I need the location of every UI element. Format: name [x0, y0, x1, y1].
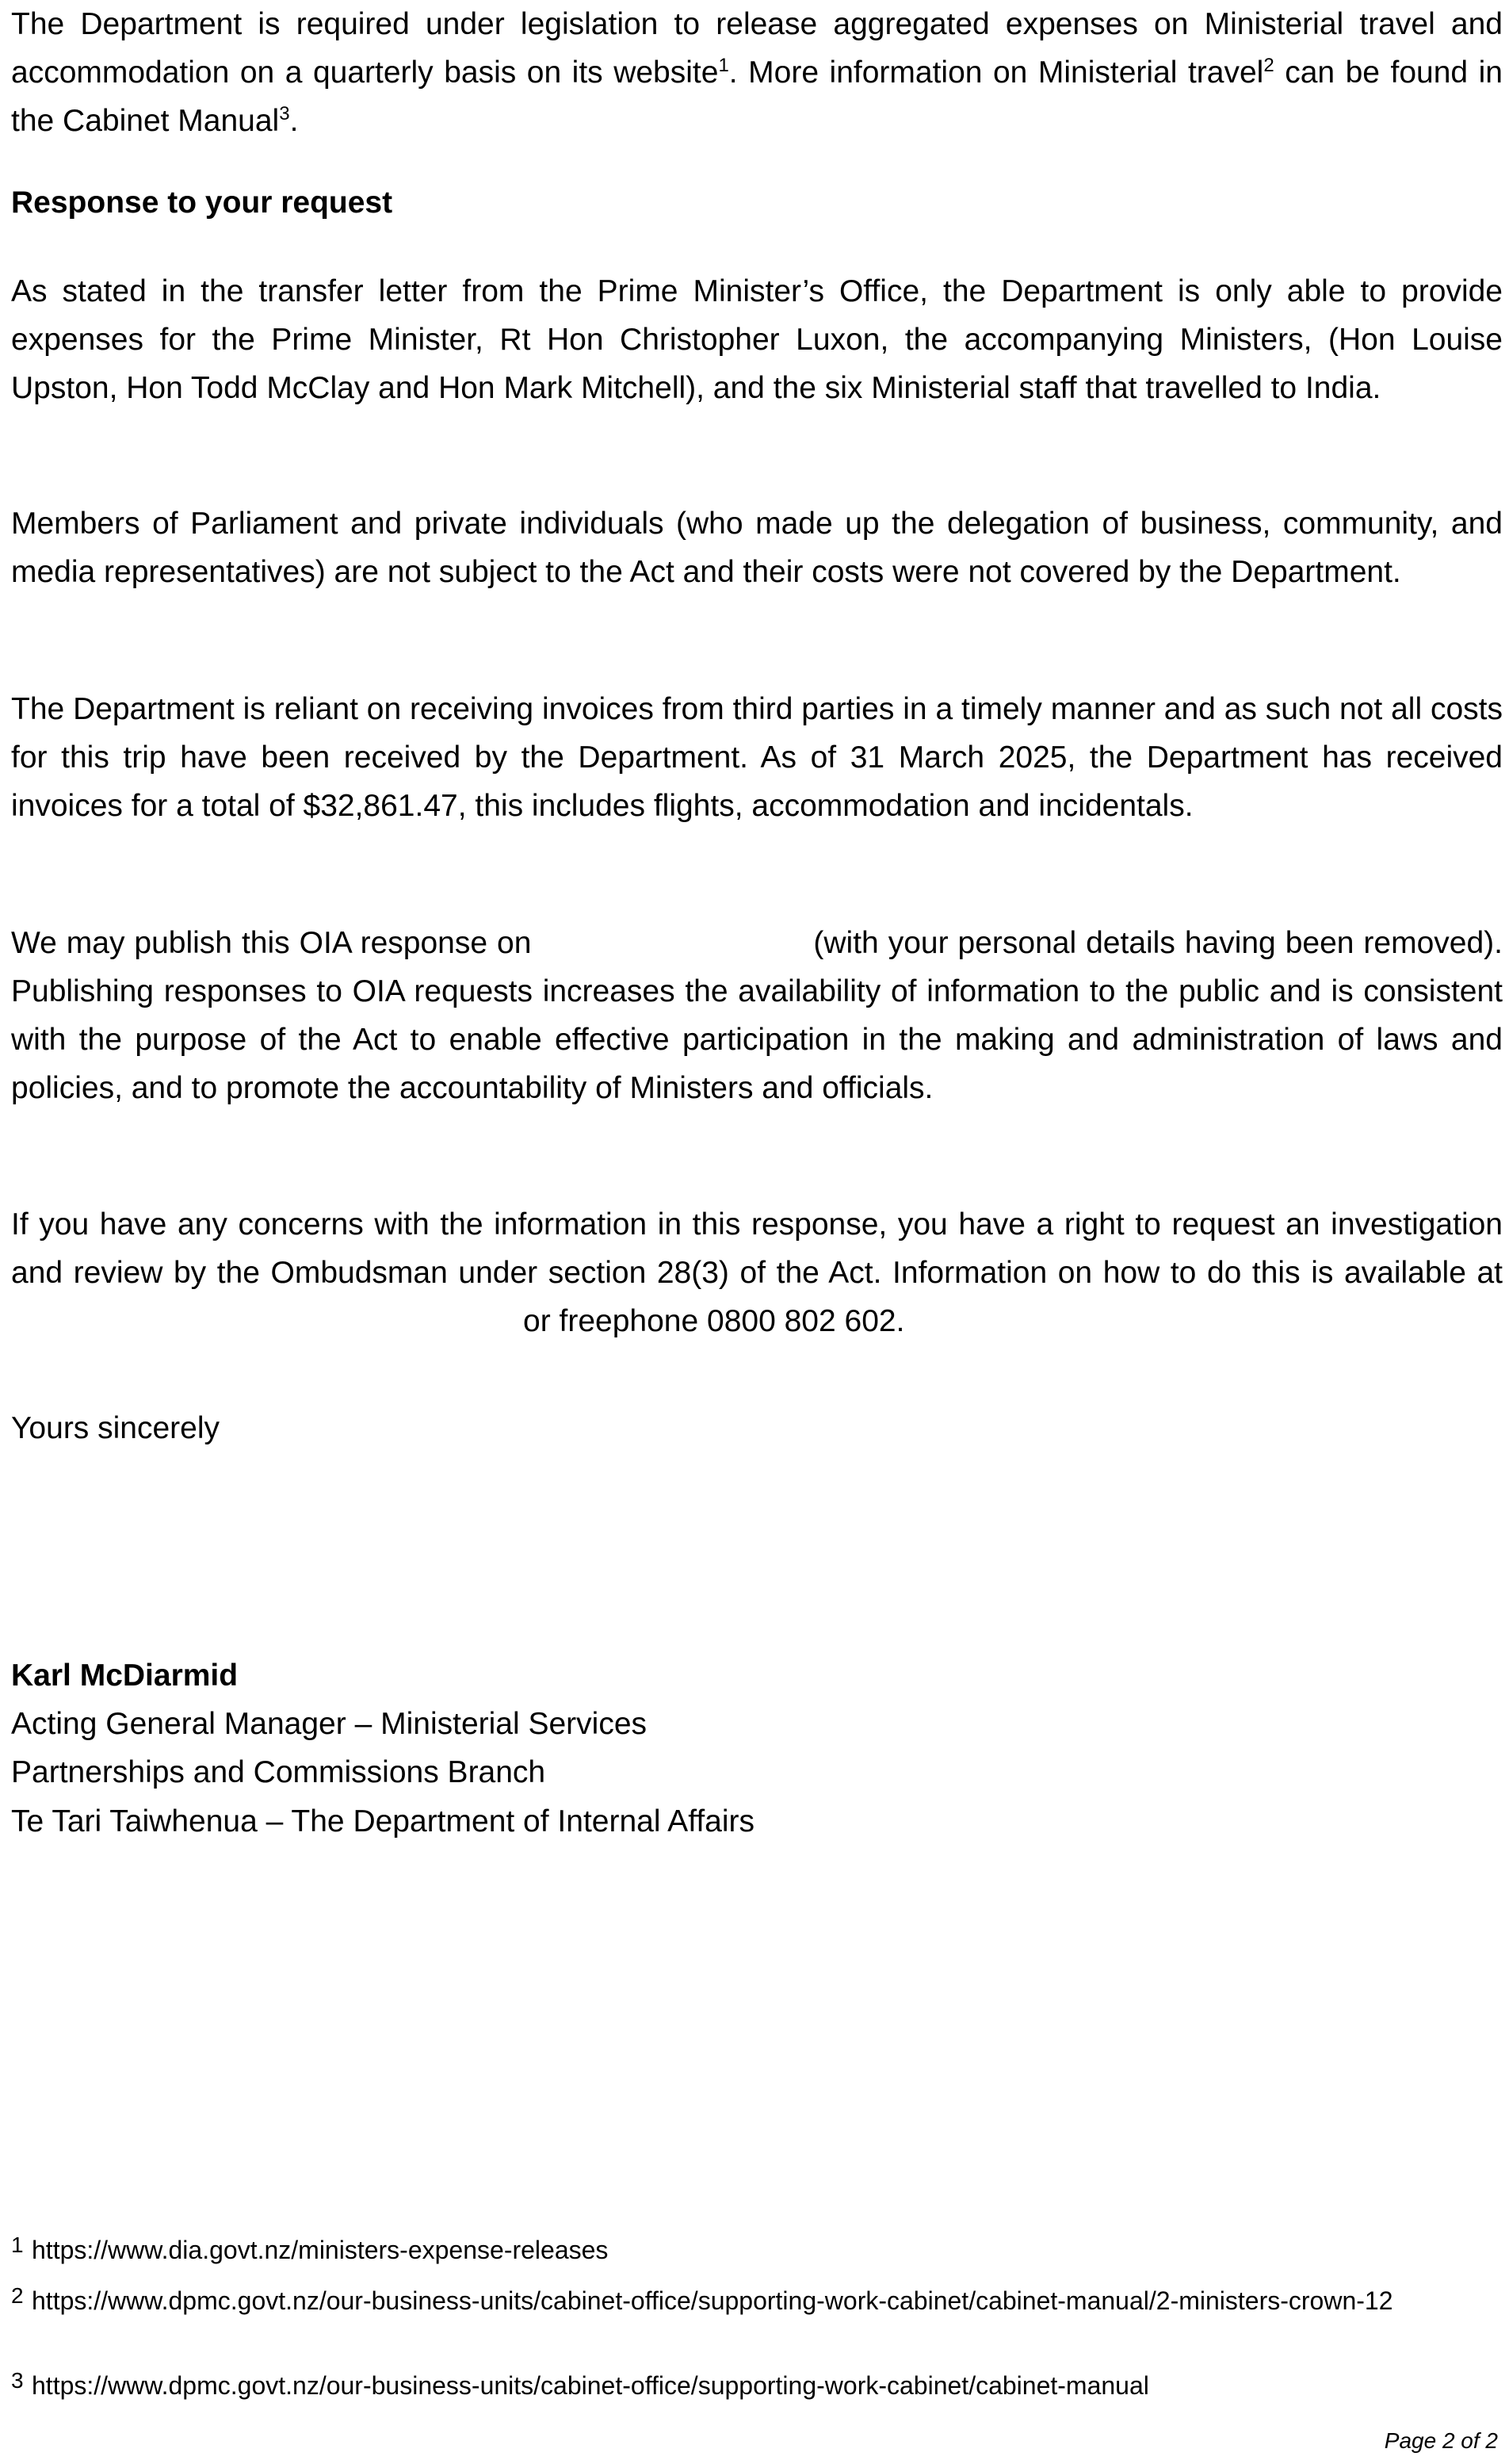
footnote-1 [11, 2233, 1493, 2267]
intro-paragraph [11, 0, 1503, 145]
signatory-organisation: Te Tari Taiwhenua – The Department of Internal Affairs [11, 1804, 754, 1838]
body-paragraph-invoices: The Department is reliant on receiving invoices from third parties in a timely manner and as such not all costs for this trip have been received by the Department. As of 31 March 2025, the Department has received invoices for a total of $32,861.47, this includes flights, accommodation and incidentals. [11, 692, 1503, 823]
footnote-3 [11, 2369, 1493, 2402]
publish-paragraph [11, 919, 1503, 1112]
signatory-title: Acting General Manager – Ministerial Services [11, 1707, 648, 1741]
publish-text-before: We may publish this OIA response on [11, 926, 532, 960]
footnote-number: 1 [11, 2233, 24, 2257]
intro-text-1: The Department is required under legislation to release aggregated expenses on Ministerial travel and accommodation on a quarterly basis on its website [11, 7, 1503, 90]
letter-page [11, 0, 1503, 2464]
signatory-name: Karl McDiarmid [11, 1659, 239, 1693]
footnote-ref-3: 3 [279, 103, 290, 124]
ombudsman-text-after: or freephone 0800 802 602. [523, 1304, 905, 1338]
intro-text-3: can be found in the Cabinet Manual [11, 55, 1503, 138]
footnote-number: 3 [11, 2368, 24, 2393]
page-number: Page 2 of 2 [1384, 2428, 1498, 2453]
footnote-url: https://www.dia.govt.nz/ministers-expense-releases [32, 2236, 609, 2264]
body-paragraph-delegation: Members of Parliament and private individuals (who made up the delegation of business, community, and media representatives) are not subject to the Act and their costs were not covered by the Department. [11, 507, 1503, 589]
footnote-ref-1: 1 [718, 55, 729, 76]
intro-text-2: . More information on Ministerial travel [728, 55, 1264, 90]
footnote-url: https://www.dpmc.govt.nz/our-business-units/cabinet-office/supporting-work-cabinet/cabinet-manual/2-ministers-crown-12 [32, 2286, 1393, 2315]
body-paragraph-staff: As stated in the transfer letter from the Prime Minister’s Office, the Department is only able to provide expenses for the Prime Minister, Rt Hon Christopher Luxon, the accompanying Ministers, (Hon Louise Upston, Hon Todd McClay and Hon Mark Mitchell), and the six Ministerial staff that travelled to India. [11, 274, 1503, 405]
ombudsman-text-before: If you have any concerns with the information in this response, you have a right to request an investigation and review by the Ombudsman under section 28(3) of the Act. Information on how to do this is available at [11, 1207, 1503, 1290]
footnote-ref-2: 2 [1263, 55, 1274, 76]
footnote-number: 2 [11, 2283, 24, 2308]
footnote-2 [11, 2284, 1493, 2317]
ombudsman-paragraph [11, 1200, 1503, 1345]
section-heading: Response to your request [11, 186, 393, 220]
signatory-branch: Partnerships and Commissions Branch [11, 1755, 546, 1789]
publish-text-after: (with your personal details having been removed). Publishing responses to OIA requests increases the availability of information to the public and is consistent with the purpose of the Act to enable effective participation in the making and administration of laws and policies, and to promote the accountability of Ministers and officials. [11, 926, 1503, 1105]
intro-text-4: . [289, 104, 299, 138]
closing-salutation: Yours sincerely [11, 1411, 220, 1445]
footnote-url: https://www.dpmc.govt.nz/our-business-units/cabinet-office/supporting-work-cabinet/cabinet-manual [32, 2371, 1149, 2400]
